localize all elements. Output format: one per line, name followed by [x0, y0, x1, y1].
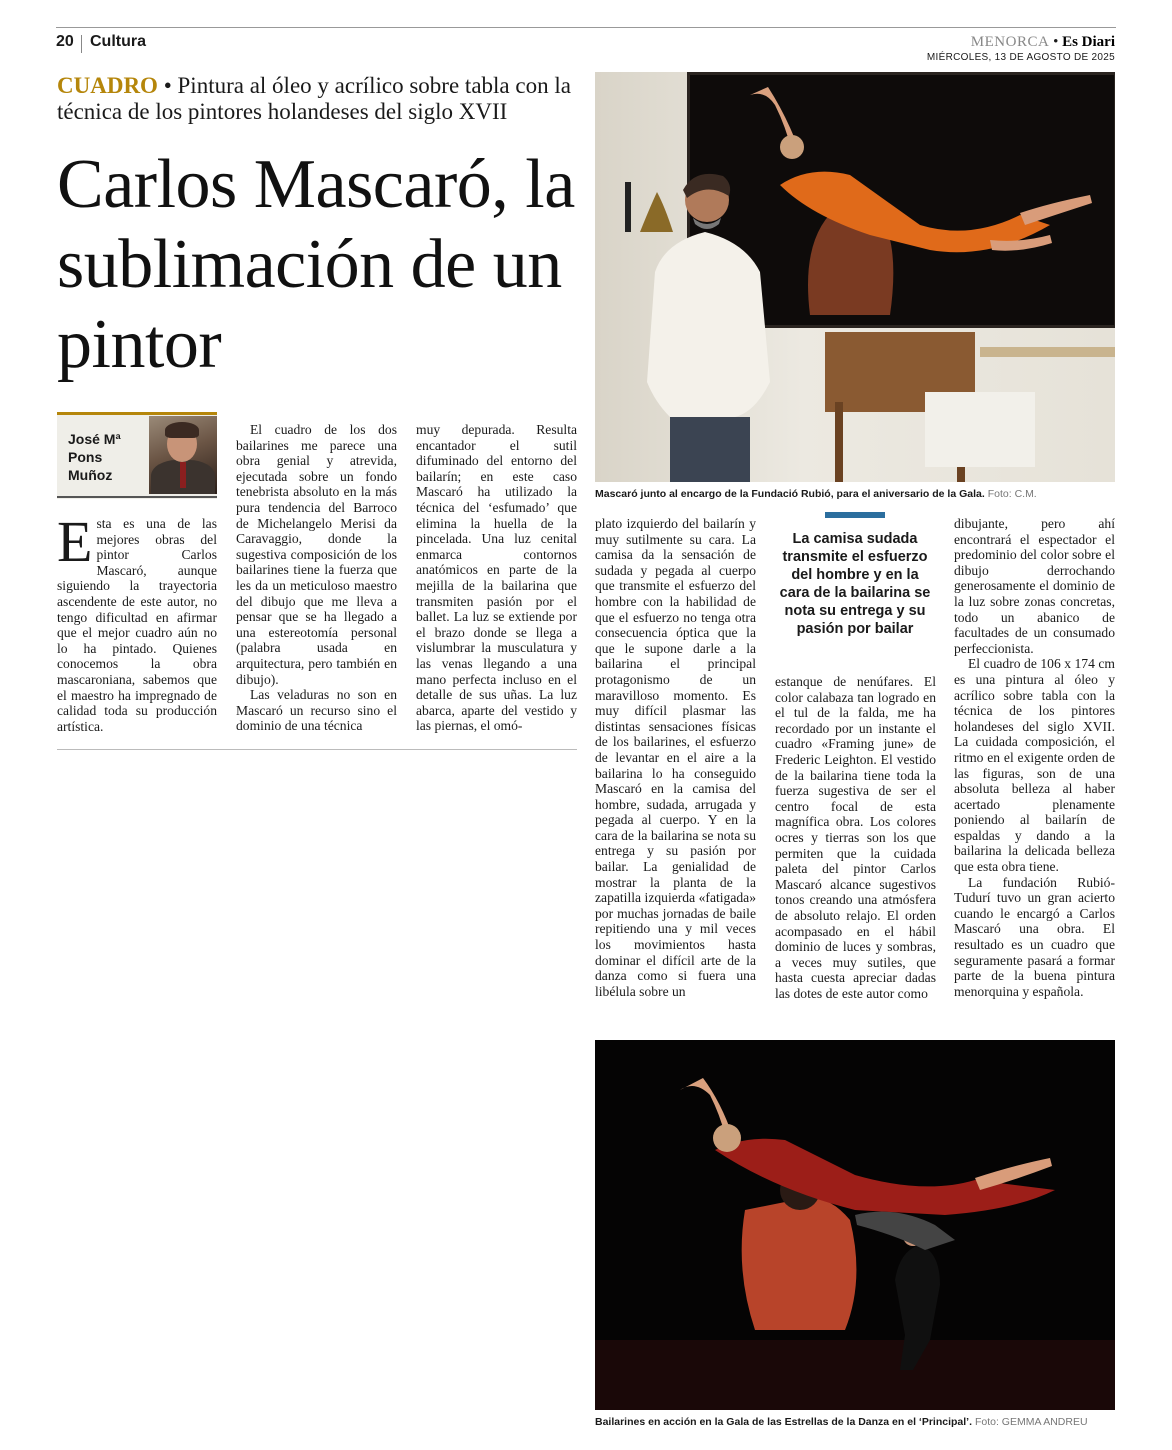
photo-1-credit: Foto: C.M.: [987, 488, 1037, 500]
headline: Carlos Mascaró, la sublimación de un pintor: [57, 146, 575, 383]
column-5-paragraph: estanque de nenúfares. El color calabaza tan logrado en el tul de la falda, me ha recordado por un instante el cuadro «Framing june» de Frederic Leighton. El vestido de la bailarina tiene toda la fuerza sugestiva de ser el centro focal de esta magnífica obra. Los colores ocres y tierras son los que permiten que la cuidada paleta del pintor Carlos Mascaró alcance sugestivos tonos creando una atmósfera de absoluto relajo. El orden acompasado en el hábil dominio de luces y sombras, a veces muy sutiles, que hasta cuesta apreciar dadas las dotes de este autor como: [775, 674, 936, 1001]
photo-2-credit: Foto: GEMMA ANDREU: [974, 1416, 1088, 1428]
kicker: [57, 73, 582, 125]
pullquote: La camisa sudada transmite el esfuerzo del hombre y en la cara de la bailarina se nota su entrega y su pasión por bailar: [779, 531, 931, 637]
column-2: [236, 422, 397, 734]
column-bottom-rule: [57, 749, 577, 750]
column-6-paragraph-1: dibujante, pero ahí encontrará el espectador el predominio del color sobre el dibujo derrochando generosamente el dominio de la luz sobre zonas concretas, todo un abanico de facultades de un consumado perfeccionista.: [954, 516, 1115, 656]
column-6: [954, 516, 1115, 999]
masthead-dot: •: [1053, 34, 1059, 50]
header-separator: [81, 35, 82, 53]
section-name: Cultura: [90, 33, 146, 50]
issue-date: MIÉRCOLES, 13 DE AGOSTO DE 2025: [926, 52, 1115, 63]
kicker-word: CUADRO: [57, 73, 158, 98]
column-1: [57, 509, 217, 734]
column-2-paragraph-2: Las veladuras no son en Mascaró un recurso sino el dominio de una técnica: [236, 687, 397, 734]
column-2-paragraph-1: El cuadro de los dos bailarines me parece una obra genial y atrevida, ejecutada sobre un fondo tenebrista absoluto en la más pura tendencia del Barroco de Michelangelo Merisi da Caravaggio, donde la sugestiva composición de los bailarines tiene la fuerza que les da un meticuloso maestro del dibujo que me lleva a pensar que se ha llegado a una estereotomía personal (palabra usada en arquitectura, pero también en dibujo).: [236, 422, 397, 687]
masthead: [971, 34, 1115, 51]
drop-cap: E: [57, 509, 93, 574]
photo-dancers: [595, 1040, 1115, 1410]
kicker-bullet: •: [163, 73, 172, 98]
author-name: José Mª Pons Muñoz: [68, 431, 121, 483]
kicker-text: Pintura al óleo y acrílico sobre tabla con la técnica de los pintores holandeses del siglo XVII: [57, 73, 571, 124]
author-rule: [57, 496, 217, 498]
column-3: [416, 422, 577, 734]
photo-1-caption-text: Mascaró junto al encargo de la Fundació Rubió, para el aniversario de la Gala.: [595, 488, 985, 500]
photo-1-caption: [595, 488, 1115, 500]
column-6-paragraph-3: La fundación Rubió-Tudurí tuvo un gran acierto cuando le encargó a Carlos Mascaró una obra. El resultado es un cuadro que seguramente pasará a formar parte de la buena pintura menorquina y española.: [954, 874, 1115, 999]
pullquote-bar: [825, 512, 885, 518]
masthead-paper: Es Diari: [1062, 34, 1115, 50]
column-6-paragraph-2: El cuadro de 106 x 174 cm es una pintura al óleo y acrílico sobre tabla con la técnica de los pintores holandeses del siglo XVII. La cuidada composición, el ritmo en el exigente orden de las figuras, son de una absoluta belleza al haber acertado plenamente poniendo al bailarín de espaldas y dando a la bailarina la delicada belleza que esta obra tiene.: [954, 656, 1115, 875]
photo-painter: [595, 72, 1115, 482]
column-3-paragraph: muy depurada. Resulta encantador el sutil difuminado del entorno del bailarín; en este caso Mascaró ha utilizado la técnica del ‘esfumado’ que elimina la huella de la pincelada. Una luz cenital enmarca contornos anatómicos en parte de la mejilla de la bailarina que transmiten pasión por el ballet. La luz se extiende por el brazo donde se llega a vislumbrar la musculatura y las venas llegando a una mano perfecta incluso en el detalle de sus uñas. La luz abarca, aparte del vestido y las piernas, el omó-: [416, 422, 577, 734]
top-rule: [56, 27, 1116, 28]
column-4: [595, 516, 756, 999]
masthead-city: MENORCA: [970, 34, 1050, 50]
column-1-paragraph: Esta es una de las mejores obras del pintor Carlos Mascaró, aunque siguiendo la trayectoria ascendente de este autor, no tengo dificultad en afirmar que el mejor cuadro aún no lo ha pintado. Quienes conocemos la obra mascaroniana, sabemos que el maestro ha impregnado de calidad toda su producción artística.: [57, 509, 217, 734]
column-5: [775, 674, 936, 1001]
photo-2-caption-text: Bailarines en acción en la Gala de las Estrellas de la Danza en el ‘Principal’.: [595, 1416, 973, 1428]
photo-2-caption: [595, 1416, 1115, 1428]
column-4-paragraph: plato izquierdo del bailarín y muy sutilmente su cara. La camisa da la sensación de sudada y pegada al cuerpo que transmite el esfuerzo del hombre con la habilidad de que el esfuerzo no tenga otra consecuencia óptica que la que le supone darle a la bailarina el principal protagonismo de un maravilloso momento. Es muy difícil plasmar las distintas sensaciones físicas de los bailarines, el esfuerzo de levantar en el aire a la bailarina lo ha conseguido Mascaró en la camisa del hombre, sudada, arrugada y pegada al cuerpo. Y en la cara de la bailarina se nota su entrega y su pasión por bailar. La genialidad de mostrar la planta de la zapatilla izquierda «fatigada» por muchas jornadas de baile repitiendo una y mil veces los movimientos hasta dominar el difícil arte de la danza como si fuera una libélula sobre un: [595, 516, 756, 999]
author-portrait: [149, 416, 217, 494]
page-number: 20: [56, 33, 74, 50]
